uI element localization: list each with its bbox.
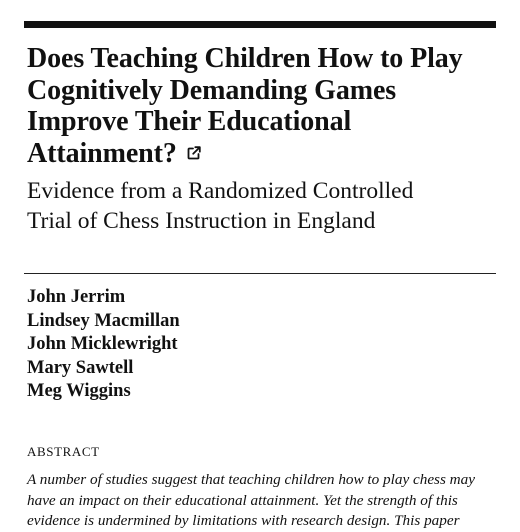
paper-title [27,43,507,169]
author-name: John Micklewright [27,334,178,354]
title-line-3: Improve Their Educational [27,106,352,137]
section-divider [24,273,496,274]
title-line-4-text: Attainment? [27,137,177,169]
abstract-line-3: evidence is undermined by limitations with research design. This paper [27,512,460,529]
author-name: Lindsey Macmillan [27,310,180,331]
paper-subtitle [27,177,507,236]
external-link-icon[interactable] [187,146,201,160]
abstract-text [27,470,497,532]
abstract-heading: ABSTRACT [27,444,100,459]
author-name: John Jerrim [27,287,126,307]
top-rule [24,21,496,28]
title-line-4 [27,138,507,170]
title-line-2: Cognitively Demanding Games [27,74,397,106]
title-line-1: Does Teaching Children How to Play [27,43,463,74]
author-name: Meg Wiggins [27,381,131,401]
abstract-line-2: have an impact on their educational attainment. Yet the strength of this [27,491,458,509]
abstract-line-1: A number of studies suggest that teaching children how to play chess may [27,471,475,488]
author-list [27,286,180,404]
subtitle-line-2: Trial of Chess Instruction in England [27,207,376,234]
author-name: Mary Sawtell [27,357,134,378]
subtitle-line-1: Evidence from a Randomized Controlled [27,178,414,204]
